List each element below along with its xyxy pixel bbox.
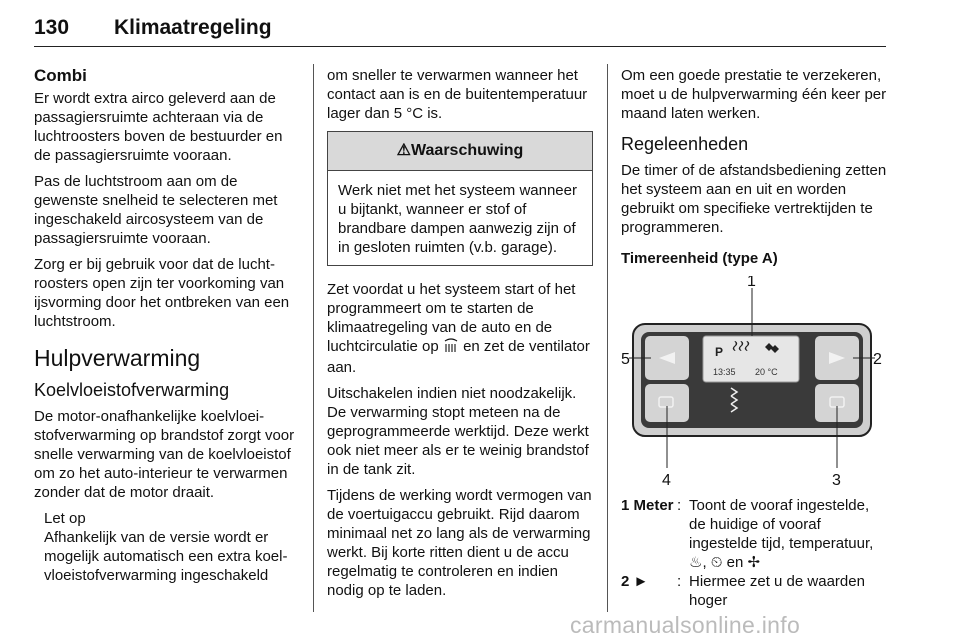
subsection-heading-koelvloeistof: Koelvloeistofverwarming [34, 380, 230, 400]
definition-separator: : [677, 573, 682, 590]
callout-4: 4 [662, 472, 671, 488]
page-number: 130 [34, 16, 70, 39]
section-heading-hulpverwarming: Hulpverwarming [34, 345, 201, 371]
column-divider [313, 64, 314, 612]
note-title: Let op [44, 510, 86, 527]
definition-separator: : [677, 497, 682, 514]
paragraph: Er wordt extra airco geleverd aan de passagiersruimte achteraan via de luchtroosters boven de bestuurder en de passagiersruimte vooraan. [34, 90, 283, 164]
column-left [34, 66, 300, 585]
timer-unit-figure [621, 276, 883, 488]
paragraph [327, 280, 593, 377]
callout-1: 1 [747, 276, 756, 290]
section-heading-regeleenheden: Regeleenheden [621, 134, 749, 154]
display-p: P [715, 345, 724, 359]
page-title: Klimaatregeling [114, 16, 272, 39]
paragraph: Om een goede prestatie te verzekeren, moet u de hulpverwarming één keer per maand laten werken. [621, 67, 887, 122]
display-temp: 20 °C [755, 367, 778, 377]
callout-2: 2 [873, 351, 882, 368]
callout-3: 3 [832, 472, 841, 488]
paragraph: om sneller te verwarmen wanneer het contact aan is en de buitentemperatuur lager dan 5 °C is. [327, 67, 588, 122]
column-middle [327, 66, 593, 607]
definition-description: Hiermee zet u de waarden hoger [689, 573, 865, 609]
definition-list [621, 496, 889, 610]
column-divider [607, 64, 608, 612]
figure-caption: Timereenheid (type A) [621, 250, 778, 267]
note-block [44, 509, 300, 585]
definition-row [621, 572, 889, 610]
paragraph: De timer of de afstandsbediening zetten het systeem aan en uit en worden gebruikt om specifieke vertrektijden te programmeren. [621, 162, 887, 236]
callout-5: 5 [621, 351, 630, 368]
page-header [34, 6, 886, 47]
warning-text: Werk niet met het systeem wanneer u bijtankt, wanneer er stof of brandbare dampen aanwezig zijn of in gesloten ruimten (v.b. garage). [338, 182, 577, 256]
definition-description: Toont de vooraf ingestelde, de huidige of vooraf ingestelde tijd, temperatuur, ♨, ⏲ en ✢ [689, 497, 874, 571]
paragraph: Uitschakelen indien niet noodzakelijk. De verwarming stopt meteen na de geprogrammeerde werktijd. Deze werkt ook niet meer als er te weinig brandstof in de tank zit. [327, 385, 589, 478]
warning-header [328, 132, 592, 171]
warning-title: Waarschuwing [411, 142, 524, 159]
paragraph: Tijdens de werking wordt vermogen van de voertuigaccu gebruikt. Rijd daarom minimaal net zo lang als de verwarming werkt. Bij korte ritten dient u de accu regelmatig te controleren en indien nodig op te laden. [327, 487, 592, 599]
definition-term: 2 ► [621, 573, 649, 590]
paragraph: Zorg er bij gebruik voor dat de luchtroosters open zijn ter voorkoming van ijsvorming door het ontbreken van een luchtstroom. [34, 256, 290, 330]
display-time: 13:35 [713, 367, 736, 377]
warning-box [327, 131, 593, 266]
air-recirculation-icon [443, 338, 459, 358]
note-text: Afhankelijk van de versie wordt er mogelijk automatisch een extra koelvloeistofverwarming ingeschakeld [44, 529, 288, 584]
timer-unit-illustration [621, 276, 883, 488]
paragraph-text: Zet voordat u het systeem start of het programmeert om te starten de klimaatregeling van de auto en de luchtcirculatie op [327, 281, 576, 355]
paragraph: De motor-onafhankelijke koelvloeistofverwarming op brandstof zorgt voor snelle verwarming van de koelvloeistof om zo het auto-interieur te verwarmen zonder dat de motor draait. [34, 408, 295, 501]
definition-term: 1 Meter [621, 497, 674, 514]
paragraph-text: en zet de ventilator aan. [327, 338, 590, 376]
combi-heading: Combi [34, 66, 87, 85]
definition-row [621, 496, 889, 572]
column-right [621, 66, 889, 610]
watermark: carmanualsonline.info [570, 612, 801, 638]
paragraph: Pas de luchtstroom aan om de gewenste snelheid te selecteren met ingeschakeld aircosysteem van de passagiersruimte vooraan. [34, 173, 278, 247]
warning-icon: ⚠ [396, 142, 412, 159]
